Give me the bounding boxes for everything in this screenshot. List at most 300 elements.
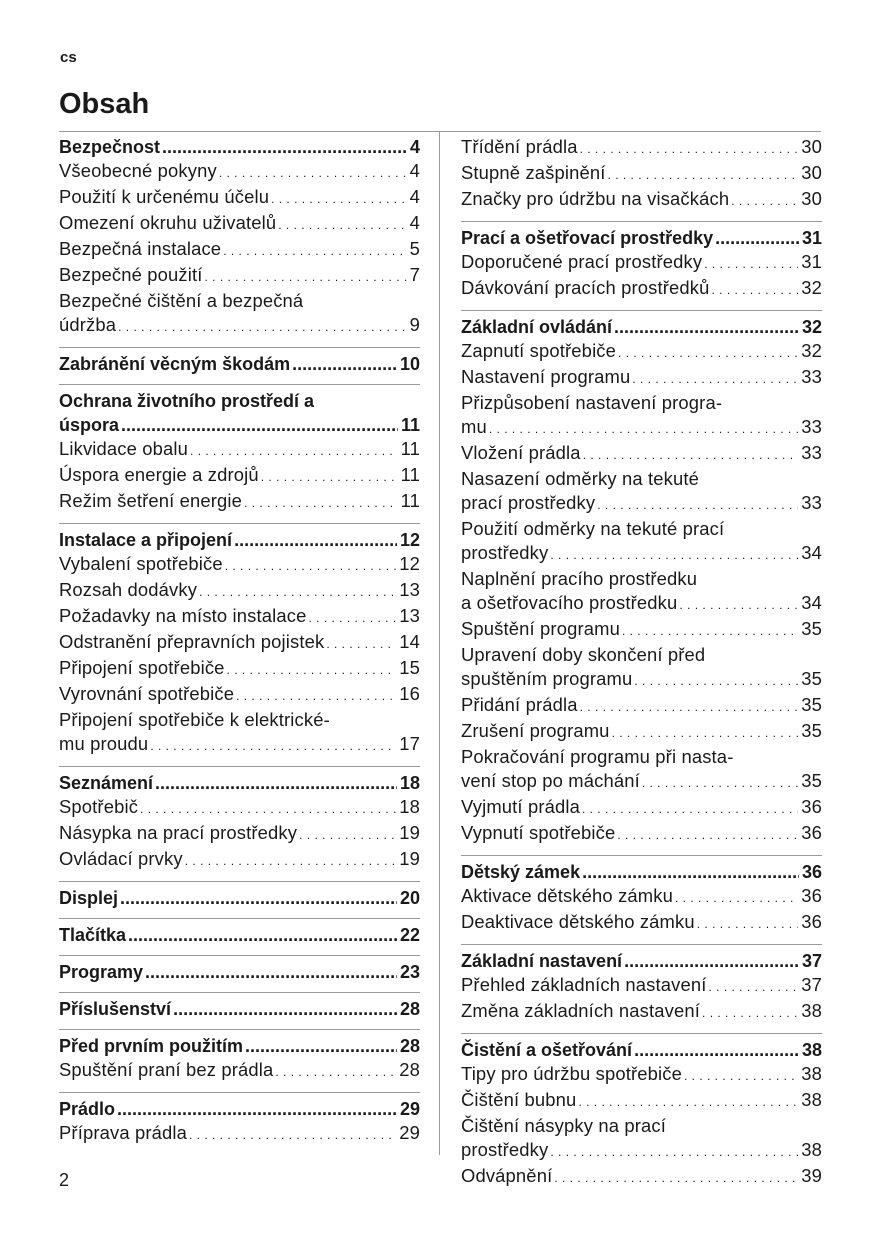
toc-entry-title: údržba — [59, 314, 117, 335]
toc-entry[interactable] — [461, 693, 822, 719]
dot-leader — [199, 578, 396, 604]
toc-entry-line — [461, 821, 822, 847]
dot-leader — [155, 771, 397, 795]
toc-entry-line — [461, 517, 822, 541]
toc-entry-title: Přehled základních nastavení — [461, 974, 707, 995]
toc-entry[interactable] — [59, 211, 420, 237]
toc-section — [59, 385, 420, 524]
toc-page-number: 30 — [801, 188, 822, 209]
toc-entry-line — [461, 187, 822, 213]
toc-heading[interactable] — [59, 352, 420, 376]
toc-heading[interactable] — [461, 315, 822, 339]
toc-entry-line — [461, 884, 822, 910]
toc-section — [59, 131, 420, 348]
toc-page-number: 34 — [801, 592, 822, 613]
toc-entry[interactable] — [59, 821, 420, 847]
toc-entry-title: Upravení doby skončení před — [461, 644, 706, 665]
toc-entry-title: Vložení prádla — [461, 442, 581, 463]
toc-entry-title: Dávkování pracích prostředků — [461, 277, 710, 298]
toc-entry-line — [59, 886, 420, 910]
toc-entry[interactable] — [461, 617, 822, 643]
toc-page-number: 11 — [400, 464, 420, 485]
toc-entry-title: Ovládací prvky — [59, 848, 183, 869]
toc-entry-title: Displej — [59, 888, 119, 908]
toc-page-number: 37 — [801, 951, 822, 971]
toc-entry[interactable] — [461, 643, 822, 693]
toc-entry[interactable] — [59, 159, 420, 185]
toc-entry-line — [461, 441, 822, 467]
dot-leader — [189, 1121, 396, 1147]
toc-page-number: 13 — [399, 579, 420, 600]
toc-entry-title: Bezpečné použití — [59, 264, 203, 285]
dot-leader — [675, 884, 798, 910]
toc-page-number: 17 — [399, 733, 420, 754]
toc-entry[interactable] — [461, 795, 822, 821]
toc-entry[interactable] — [59, 795, 420, 821]
toc-entry-title: prací prostředky — [461, 492, 596, 513]
dot-leader — [632, 365, 798, 391]
dot-leader — [223, 237, 406, 263]
toc-entry-line — [461, 365, 822, 391]
toc-page-number: 35 — [801, 694, 822, 715]
toc-entry[interactable] — [59, 489, 420, 515]
toc-entry-line — [59, 997, 420, 1021]
dot-leader — [489, 415, 798, 441]
toc-entry-title: Deaktivace dětského zámku — [461, 911, 695, 932]
toc-page-number: 9 — [409, 314, 420, 335]
toc-entry[interactable] — [59, 708, 420, 758]
dot-leader — [225, 552, 397, 578]
toc-entry-line — [59, 923, 420, 947]
toc-page-number: 29 — [399, 1099, 420, 1119]
dot-leader — [642, 769, 798, 795]
toc-entry-line — [59, 732, 420, 758]
toc-entry[interactable] — [461, 135, 822, 161]
toc-entry-title: Omezení okruhu uživatelů — [59, 212, 277, 233]
language-code: cs — [60, 49, 77, 66]
toc-entry[interactable] — [461, 884, 822, 910]
toc-entry-title: Spuštění programu — [461, 618, 620, 639]
toc-entry-line — [461, 1164, 822, 1190]
toc-entry-title: Programy — [59, 962, 144, 982]
toc-entry-title: Základní nastavení — [461, 951, 623, 971]
toc-entry-line — [461, 745, 822, 769]
toc-heading[interactable] — [59, 997, 420, 1021]
toc-entry[interactable] — [59, 437, 420, 463]
toc-entry-title: Použití odměrky na tekuté prací — [461, 518, 725, 539]
dot-leader — [236, 682, 396, 708]
toc-entry-line — [461, 591, 822, 617]
toc-page-number: 12 — [399, 530, 420, 550]
toc-page-number: 29 — [399, 1122, 420, 1143]
toc-entry-line — [461, 949, 822, 973]
toc-entry-line — [461, 491, 822, 517]
dot-leader — [684, 1062, 798, 1088]
toc-page-number: 38 — [801, 1000, 822, 1021]
toc-page-number: 38 — [801, 1040, 822, 1060]
toc-entry-line — [59, 352, 420, 376]
dot-leader — [120, 886, 397, 910]
toc-entry-title: Instalace a připojení — [59, 530, 233, 550]
toc-entry-line — [461, 315, 822, 339]
dot-leader — [583, 441, 799, 467]
toc-entry-line — [461, 541, 822, 567]
toc-entry-title: mu proudu — [59, 733, 149, 754]
toc-page-number: 33 — [801, 416, 822, 437]
toc-page-number: 19 — [399, 848, 420, 869]
toc-entry-line — [461, 161, 822, 187]
toc-entry[interactable] — [59, 289, 420, 339]
toc-entry-line — [59, 489, 420, 515]
toc-entry-title: Základní ovládání — [461, 317, 613, 337]
toc-entry-line — [59, 135, 420, 159]
dot-leader — [624, 949, 799, 973]
toc-entry-title: mu — [461, 416, 487, 437]
dot-leader — [614, 315, 799, 339]
toc-entry[interactable] — [59, 237, 420, 263]
dot-leader — [580, 693, 799, 719]
toc-entry-line — [461, 999, 822, 1025]
dot-leader — [622, 617, 798, 643]
toc-page-number: 7 — [409, 264, 420, 285]
toc-entry-title: Odvápnění — [461, 1165, 553, 1186]
toc-entry-line — [461, 617, 822, 643]
toc-page-number: 30 — [801, 136, 822, 157]
toc-entry-title: Bezpečné čištění a bezpečná — [59, 290, 304, 311]
toc-entry-title: Ochrana životního prostředí a — [59, 391, 315, 411]
toc-entry-line — [59, 1034, 420, 1058]
toc-page-number: 36 — [801, 885, 822, 906]
toc-entry-line — [461, 1088, 822, 1114]
dot-leader — [702, 999, 798, 1025]
toc-entry-title: úspora — [59, 415, 120, 435]
toc-entry-line — [461, 693, 822, 719]
toc-entry-title: Doporučené prací prostředky — [461, 251, 703, 272]
toc-entry-line — [59, 847, 420, 873]
toc-page-number: 32 — [801, 340, 822, 361]
dot-leader — [185, 847, 397, 873]
toc-entry-title: Přidání prádla — [461, 694, 578, 715]
toc-entry-line — [461, 339, 822, 365]
toc-entry-line — [461, 795, 822, 821]
toc-entry[interactable] — [461, 391, 822, 441]
dot-leader — [634, 1038, 799, 1062]
toc-entry-line — [461, 1038, 822, 1062]
toc-entry-title: Seznámení — [59, 773, 154, 793]
toc-entry-title: Požadavky na místo instalace — [59, 605, 307, 626]
toc-page-number: 23 — [399, 962, 420, 982]
toc-page-number: 11 — [400, 438, 420, 459]
toc-section — [59, 348, 420, 385]
toc-entry[interactable] — [59, 656, 420, 682]
toc-page-number: 19 — [399, 822, 420, 843]
toc-section — [59, 993, 420, 1030]
toc-entry-line — [461, 667, 822, 693]
toc-entry[interactable] — [461, 973, 822, 999]
toc-entry[interactable] — [59, 682, 420, 708]
toc-page-number: 10 — [399, 354, 420, 374]
toc-entry-title: Před prvním použitím — [59, 1036, 244, 1056]
toc-entry[interactable] — [461, 1088, 822, 1114]
dot-leader — [275, 1058, 396, 1084]
toc-entry-title: Nastavení programu — [461, 366, 631, 387]
toc-heading[interactable] — [59, 1097, 420, 1121]
toc-heading[interactable] — [461, 226, 822, 250]
toc-entry-title: Naplnění pracího prostředku — [461, 568, 698, 589]
dot-leader — [582, 795, 798, 821]
toc-page-number: 38 — [801, 1063, 822, 1084]
toc-entry-title: Pokračování programu při nasta- — [461, 746, 734, 767]
toc-entry-title: Tlačítka — [59, 925, 127, 945]
toc-page-number: 38 — [801, 1089, 822, 1110]
dot-leader — [150, 732, 396, 758]
toc-page-number: 12 — [399, 553, 420, 574]
toc-entry[interactable] — [59, 630, 420, 656]
toc-page-number: 13 — [399, 605, 420, 626]
toc-entry-line — [59, 682, 420, 708]
toc-page-number: 28 — [399, 999, 420, 1019]
toc-heading[interactable] — [59, 1034, 420, 1058]
dot-leader — [550, 1138, 798, 1164]
toc-entry-line — [59, 578, 420, 604]
dot-leader — [582, 860, 799, 884]
toc-entry-line — [59, 389, 420, 413]
dot-leader — [205, 263, 407, 289]
toc-entry[interactable] — [461, 365, 822, 391]
toc-page-number: 5 — [409, 238, 420, 259]
toc-entry-line — [59, 313, 420, 339]
toc-entry[interactable] — [461, 339, 822, 365]
dot-leader — [326, 630, 396, 656]
toc-entry[interactable] — [59, 604, 420, 630]
toc-section — [59, 882, 420, 919]
toc-entry-title: Režim šetření energie — [59, 490, 243, 511]
dot-leader — [145, 960, 397, 984]
toc-entry[interactable] — [461, 1164, 822, 1190]
toc-entry[interactable] — [461, 517, 822, 567]
toc-entry-title: Dětský zámek — [461, 862, 581, 882]
toc-page-number: 18 — [399, 796, 420, 817]
dot-leader — [299, 821, 396, 847]
toc-entry[interactable] — [59, 463, 420, 489]
toc-entry-title: a ošetřovacího prostředku — [461, 592, 678, 613]
toc-left-column — [59, 131, 420, 1155]
toc-entry-title: Vyjmutí prádla — [461, 796, 580, 817]
toc-entry-title: Odstranění přepravních pojistek — [59, 631, 325, 652]
toc-right-column — [461, 131, 822, 1198]
toc-page-number: 39 — [801, 1165, 822, 1186]
toc-entry[interactable] — [461, 250, 822, 276]
toc-entry-title: Nasazení odměrky na tekuté — [461, 468, 699, 489]
toc-page-number: 35 — [801, 618, 822, 639]
toc-entry-line — [59, 960, 420, 984]
toc-page-number: 35 — [801, 770, 822, 791]
toc-entry-title: Prádlo — [59, 1099, 116, 1119]
toc-page-number: 28 — [399, 1036, 420, 1056]
toc-page-number: 32 — [801, 317, 822, 337]
toc-heading[interactable] — [59, 528, 420, 552]
toc-entry[interactable] — [461, 467, 822, 517]
toc-section — [461, 945, 822, 1034]
toc-section — [461, 131, 822, 222]
dot-leader — [140, 795, 396, 821]
dot-leader — [292, 352, 397, 376]
toc-entry[interactable] — [461, 567, 822, 617]
toc-entry[interactable] — [461, 745, 822, 795]
toc-entry-line — [461, 769, 822, 795]
dot-leader — [162, 135, 407, 159]
toc-entry-title: Tipy pro údržbu spotřebiče — [461, 1063, 682, 1084]
toc-entry-line — [59, 795, 420, 821]
toc-section — [59, 956, 420, 993]
toc-entry[interactable] — [461, 161, 822, 187]
toc-entry-title: Přizpůsobení nastavení progra- — [461, 392, 723, 413]
dot-leader — [708, 973, 798, 999]
dot-leader — [245, 1034, 397, 1058]
toc-page-number: 38 — [801, 1139, 822, 1160]
toc-page-number: 28 — [399, 1059, 420, 1080]
toc-page-number: 11 — [400, 490, 420, 511]
toc-entry[interactable] — [461, 187, 822, 213]
toc-section — [461, 222, 822, 311]
toc-entry[interactable] — [59, 185, 420, 211]
toc-page-number: 20 — [399, 888, 420, 908]
toc-entry-title: Připojení spotřebiče — [59, 657, 225, 678]
toc-entry[interactable] — [461, 719, 822, 745]
toc-page-number: 31 — [801, 251, 822, 272]
toc-entry-line — [461, 1138, 822, 1164]
toc-section — [59, 1030, 420, 1093]
toc-entry-line — [59, 552, 420, 578]
toc-entry[interactable] — [59, 263, 420, 289]
toc-entry[interactable] — [59, 1121, 420, 1147]
toc-entry[interactable] — [461, 441, 822, 467]
toc-entry-line — [461, 1114, 822, 1138]
toc-heading[interactable] — [59, 135, 420, 159]
toc-entry-title: Vybalení spotřebiče — [59, 553, 223, 574]
toc-entry-title: Bezpečnost — [59, 137, 161, 157]
toc-entry-title: Likvidace obalu — [59, 438, 189, 459]
toc-entry[interactable] — [461, 999, 822, 1025]
toc-entry-line — [461, 643, 822, 667]
toc-entry[interactable] — [59, 847, 420, 873]
toc-page-number: 31 — [801, 228, 822, 248]
toc-entry-title: Příslušenství — [59, 999, 172, 1019]
toc-page-number: 18 — [399, 773, 420, 793]
toc-entry-line — [59, 1097, 420, 1121]
toc-heading[interactable] — [59, 960, 420, 984]
toc-heading[interactable] — [59, 923, 420, 947]
toc-section — [461, 1034, 822, 1198]
toc-section — [59, 919, 420, 956]
toc-entry-title: prostředky — [461, 542, 549, 563]
toc-entry-title: Změna základních nastavení — [461, 1000, 701, 1021]
toc-entry-title: Čištění násypky na prací — [461, 1115, 666, 1136]
toc-page-number: 36 — [801, 911, 822, 932]
toc-entry-line — [461, 567, 822, 591]
toc-entry[interactable] — [461, 1114, 822, 1164]
toc-entry[interactable] — [461, 910, 822, 936]
dot-leader — [634, 667, 798, 693]
toc-entry-title: Spotřebič — [59, 796, 139, 817]
toc-heading[interactable] — [59, 771, 420, 795]
toc-heading[interactable] — [461, 860, 822, 884]
toc-entry-line — [461, 1062, 822, 1088]
toc-entry-line — [461, 226, 822, 250]
toc-entry-line — [59, 708, 420, 732]
toc-entry-title: prostředky — [461, 1139, 549, 1160]
toc-page-number: 4 — [409, 137, 420, 157]
toc-heading[interactable] — [59, 886, 420, 910]
toc-entry-line — [461, 910, 822, 936]
toc-entry-line — [59, 604, 420, 630]
toc-entry-line — [59, 185, 420, 211]
toc-entry[interactable] — [461, 821, 822, 847]
toc-entry-title: Aktivace dětského zámku — [461, 885, 673, 906]
toc-entry-line — [461, 860, 822, 884]
toc-entry-title: Zapnutí spotřebiče — [461, 340, 617, 361]
toc-page-number: 32 — [801, 277, 822, 298]
toc-entry-title: Použití k určenému účelu — [59, 186, 270, 207]
toc-entry-line — [461, 415, 822, 441]
page-title: Obsah — [59, 88, 150, 120]
dot-leader — [618, 339, 798, 365]
toc-entry-line — [59, 771, 420, 795]
dot-leader — [219, 159, 407, 185]
dot-leader — [617, 821, 798, 847]
toc-page-number: 4 — [409, 212, 420, 233]
dot-leader — [608, 161, 799, 187]
toc-entry-line — [59, 237, 420, 263]
toc-entry-line — [59, 656, 420, 682]
dot-leader — [731, 187, 798, 213]
dot-leader — [554, 1164, 798, 1190]
toc-heading[interactable] — [59, 389, 420, 437]
toc-entry[interactable] — [59, 578, 420, 604]
toc-entry-line — [59, 1121, 420, 1147]
toc-entry-title: Zrušení programu — [461, 720, 610, 741]
toc-heading[interactable] — [461, 949, 822, 973]
toc-section — [59, 524, 420, 767]
toc-page-number: 35 — [801, 668, 822, 689]
toc-page-number: 35 — [801, 720, 822, 741]
dot-leader — [244, 489, 398, 515]
toc-page-number: 11 — [400, 415, 420, 435]
toc-section — [461, 856, 822, 945]
toc-entry[interactable] — [59, 1058, 420, 1084]
toc-section — [461, 311, 822, 856]
toc-page-number: 36 — [801, 822, 822, 843]
toc-page-number: 36 — [801, 796, 822, 817]
toc-section — [59, 1093, 420, 1155]
toc-page-number: 36 — [801, 862, 822, 882]
toc-heading[interactable] — [461, 1038, 822, 1062]
toc-entry[interactable] — [59, 552, 420, 578]
dot-leader — [173, 997, 397, 1021]
toc-entry-line — [59, 263, 420, 289]
toc-entry-line — [59, 528, 420, 552]
toc-entry-title: Prací a ošetřovací prostředky — [461, 228, 714, 248]
dot-leader — [309, 604, 397, 630]
toc-entry-title: Značky pro údržbu na visačkách — [461, 188, 730, 209]
toc-entry[interactable] — [461, 1062, 822, 1088]
toc-entry-line — [461, 467, 822, 491]
dot-leader — [278, 211, 406, 237]
toc-page-number: 33 — [801, 492, 822, 513]
dot-leader — [578, 1088, 798, 1114]
toc-entry[interactable] — [461, 276, 822, 302]
toc-page-number: 30 — [801, 162, 822, 183]
